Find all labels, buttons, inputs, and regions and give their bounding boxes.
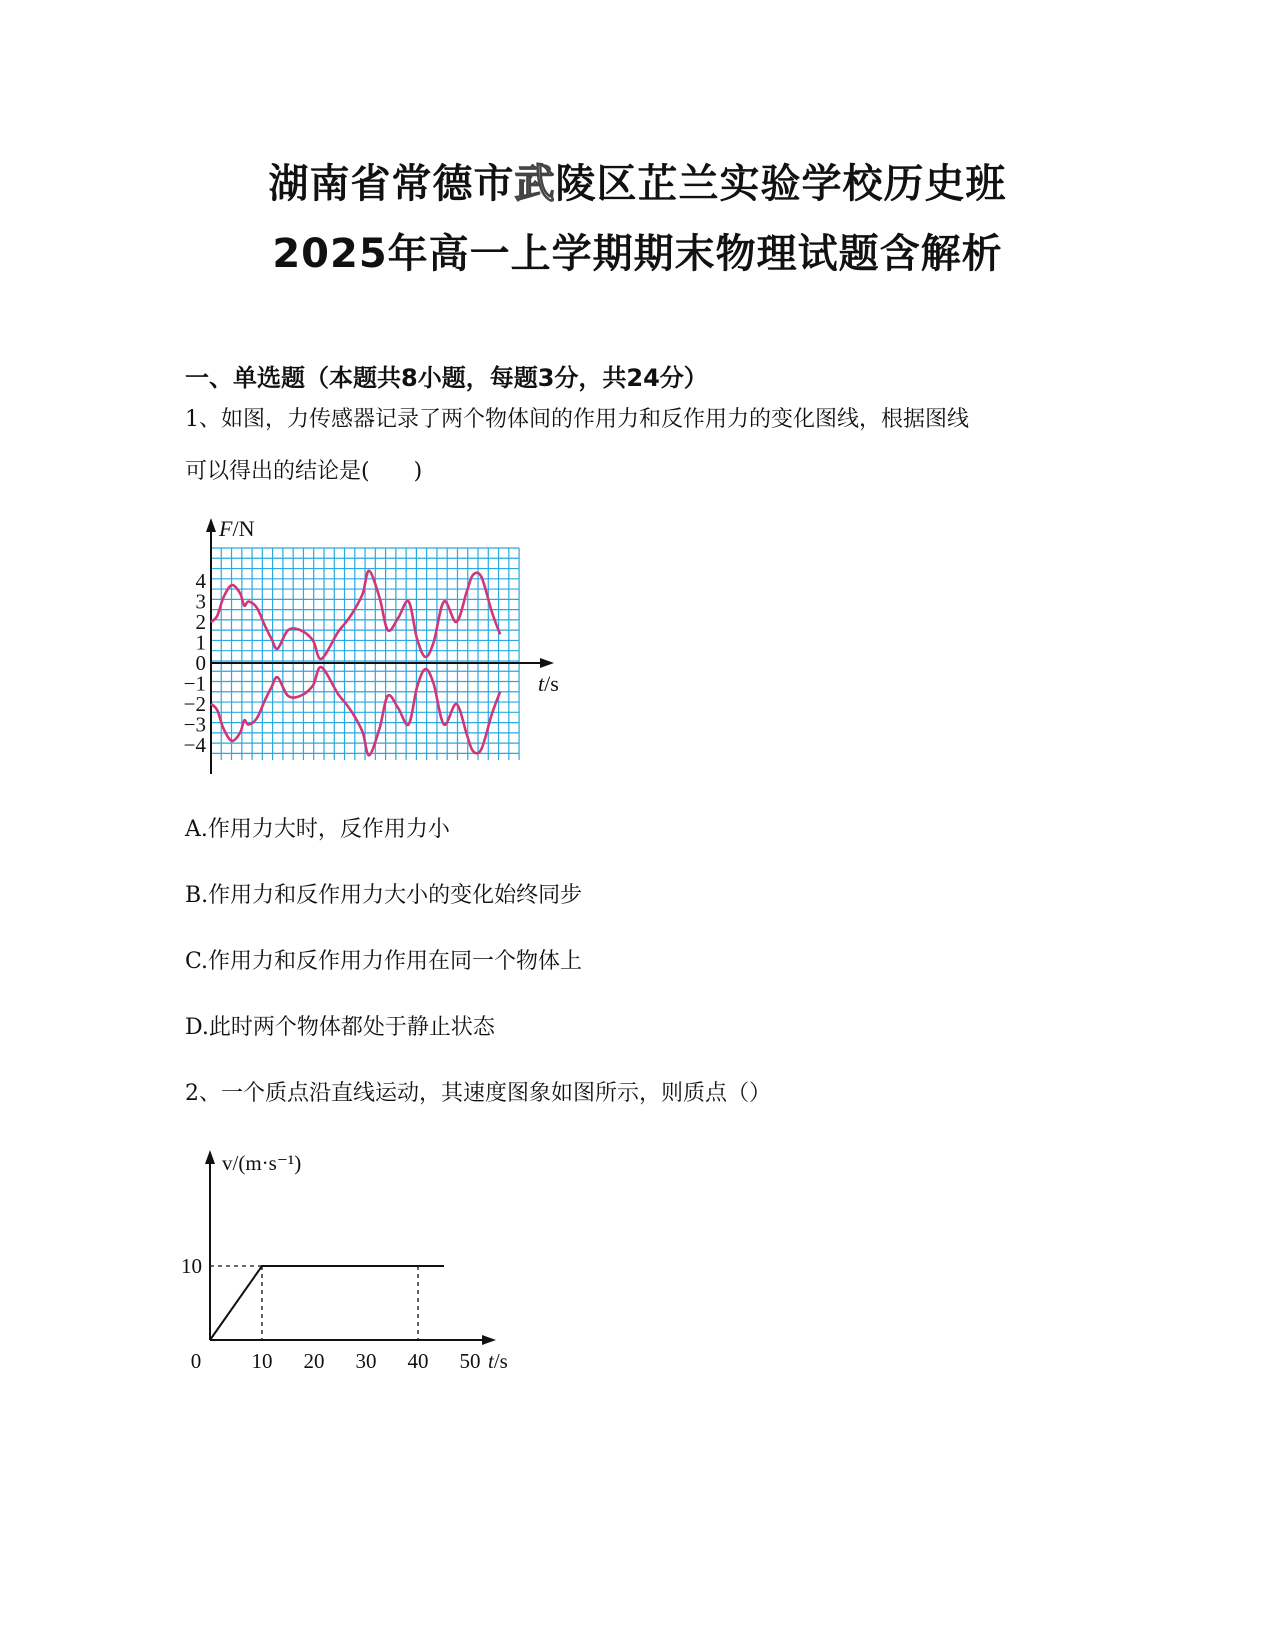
title-part-outline: 武 (514, 161, 556, 207)
x-axis-label: t/s (538, 671, 559, 696)
option-a: A.作用力大时，反作用力小 (185, 817, 450, 842)
x-tick-label: 0 (190, 1349, 202, 1373)
option-d: D.此时两个物体都处于静止状态 (185, 1015, 495, 1040)
document-title-line1 (0, 152, 1275, 209)
question-1-stem (185, 394, 1085, 498)
chart2-series (210, 1266, 444, 1340)
y-axis-label: F/N (219, 516, 255, 541)
chart2-guides (210, 1266, 418, 1340)
section-heading: 一、单选题（本题共8小题，每题3分，共24分） (185, 364, 708, 392)
y-tick-label: 4 (195, 569, 206, 593)
y-tick-label: −3 (183, 712, 206, 737)
document-title-line2: 2025年高一上学期期末物理试题含解析 (272, 231, 1003, 277)
x-tick-label: 50 (459, 1349, 481, 1373)
option-b: B.作用力和反作用力大小的变化始终同步 (185, 883, 583, 908)
y-tick-label: 10 (181, 1254, 202, 1278)
series-reaction-force (211, 667, 500, 755)
y-tick-label: −4 (183, 733, 206, 757)
title-part-post: 陵区芷兰实验学校历史班 (555, 161, 1007, 207)
series-action-force (211, 571, 500, 659)
question-1-line1: 1、如图，力传感器记录了两个物体间的作用力和反作用力的变化图线，根据图线 (185, 407, 969, 432)
x-tick-label: 20 (303, 1349, 325, 1373)
y-tick-label: 0 (195, 651, 206, 675)
y-tick-label: 3 (195, 589, 206, 614)
y-axis-label: v/(m·s⁻¹) (222, 1151, 302, 1175)
y-axis-arrow (206, 518, 216, 532)
option-c: C.作用力和反作用力作用在同一个物体上 (185, 949, 583, 974)
y-tick-label: −2 (183, 692, 206, 716)
chart1-axes (206, 518, 554, 774)
x-tick-label: 40 (407, 1349, 429, 1373)
x-axis-label: t/s (488, 1349, 508, 1373)
velocity-time-chart (170, 1140, 530, 1380)
x-axis-arrow (482, 1335, 496, 1345)
x-tick-label: 10 (251, 1349, 273, 1373)
x-tick-label: 30 (355, 1349, 377, 1373)
y-tick-label: 2 (195, 610, 206, 634)
x-axis-arrow (540, 658, 554, 668)
y-axis-arrow (205, 1150, 215, 1164)
question-2-stem: 2、一个质点沿直线运动，其速度图象如图所示，则质点（） (185, 1081, 771, 1106)
title-part-pre: 湖南省常德市 (268, 161, 515, 207)
velocity-line (210, 1266, 444, 1340)
chart2-axes (205, 1150, 496, 1345)
y-tick-label: 1 (195, 630, 206, 655)
question-1-line2: 可以得出的结论是( ) (185, 459, 423, 484)
force-time-chart (180, 512, 600, 782)
chart1-labels (184, 516, 559, 757)
y-tick-label: −1 (183, 671, 206, 696)
